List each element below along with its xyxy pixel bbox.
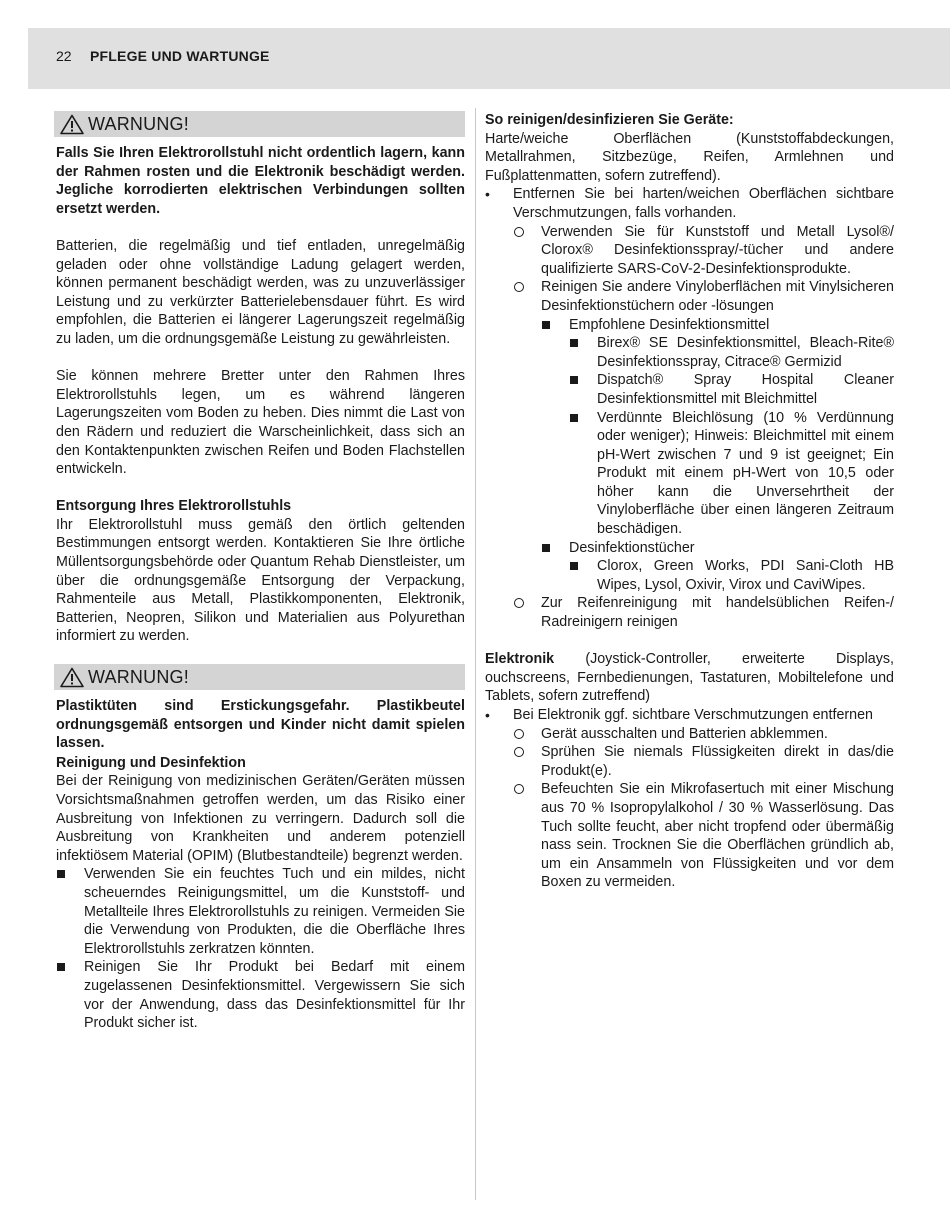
wipes-products-list xyxy=(485,557,894,594)
list-item xyxy=(541,223,894,279)
electronics-description: (Joystick-Controller, erweiterte Displays, ouchscreens, Fernbedienungen, Tastaturen, Mobiltelefone und Tablets, sofern zutreffend) xyxy=(485,651,894,705)
square-bullet-icon xyxy=(570,562,578,570)
recommended-products-list xyxy=(485,334,894,539)
wipes-list xyxy=(485,539,894,558)
bullet-dot-icon: • xyxy=(485,186,490,203)
square-bullet-icon xyxy=(57,870,65,878)
electronics-paragraph xyxy=(485,650,894,706)
circle-bullet-icon xyxy=(514,282,524,292)
list-item-text: Reinigen Sie Ihr Produkt bei Bedarf mit einem zugelassenen Desinfektionsmittel. Vergewissern Sie sich vor der Anwendung, dass das Desinfektionsmittel für Ihr Produkt sicher ist. xyxy=(84,959,465,1032)
left-column xyxy=(56,111,465,1033)
warning-triangle-icon xyxy=(60,114,84,135)
square-bullet-icon xyxy=(57,963,65,971)
list-item-text: Desinfektionstücher xyxy=(569,539,695,556)
list-item-text: Befeuchten Sie ein Mikrofasertuch mit einer Mischung aus 70 % Isopropylalkohol / 30 % Wasserlösung. Das Tuch sollte feucht, aber nicht tropfend oder übermäßig nass sein. Trocknen Sie die Oberflächen gründlich ab, um ein Ansammeln von Flüssigkeiten und vor dem Boxen zu vermeiden. xyxy=(541,781,894,891)
list-item-text: Zur Reifenreinigung mit handelsüblichen Reifen-/ Radreinigern reinigen xyxy=(541,595,894,631)
list-item-text: Birex® SE Desinfektionsmittel, Bleach-Rite® Desinfektionsspray, Citrace® Germizid xyxy=(597,335,894,370)
list-item xyxy=(541,743,894,780)
recommended-list xyxy=(485,316,894,335)
list-item-text: Sprühen Sie niemals Flüssigkeiten direkt in das/die Produkt(e). xyxy=(541,744,894,779)
list-item-text: Empfohlene Desinfektionsmittel xyxy=(569,316,770,333)
list-item-text: Bei Elektronik ggf. sichtbare Verschmutzungen entfernen xyxy=(513,707,874,723)
page-title: PFLEGE UND WARTUNGE xyxy=(90,48,270,64)
circle-bullet-icon xyxy=(514,729,524,739)
disposal-heading: Entsorgung Ihres Elektrorollstuhls xyxy=(56,498,292,515)
circle-bullet-icon xyxy=(514,227,524,237)
list-item xyxy=(541,594,894,631)
list-item xyxy=(597,409,894,539)
circle-bullet-icon xyxy=(514,747,524,757)
list-item xyxy=(569,539,894,558)
warning-header xyxy=(54,664,465,690)
surfaces-list xyxy=(485,185,894,222)
right-column xyxy=(485,111,894,892)
column-divider xyxy=(475,108,476,1200)
list-item xyxy=(541,725,894,744)
list-item xyxy=(597,371,894,408)
list-item-text: Verwenden Sie für Kunststoff und Metall Lysol®/ Clorox® Desinfektionsspray/-tücher und andere qualifizierte SARS-CoV-2-Desinfektionsprodukte. xyxy=(541,223,894,277)
list-item xyxy=(541,278,894,315)
list-item-text: Clorox, Green Works, PDI Sani-Cloth HB Wipes, Lysol, Oxivir, Virox und CaviWipes. xyxy=(597,558,894,593)
tire-list xyxy=(485,594,894,631)
how-to-heading: So reinigen/desinfizieren Sie Geräte: xyxy=(485,112,734,128)
list-item xyxy=(569,316,894,335)
page-header xyxy=(28,28,950,89)
surfaces-paragraph: Harte/weiche Oberflächen (Kunststoffabdeckungen, Metallrahmen, Sitzbezüge, Reifen, Armlehnen und Fußplattenmatten, sofern zutreffend). xyxy=(485,130,894,184)
square-bullet-icon xyxy=(570,414,578,422)
square-bullet-icon xyxy=(570,339,578,347)
list-item-text: Gerät ausschalten und Batterien abklemmen. xyxy=(541,725,828,742)
page-number: 22 xyxy=(56,48,72,64)
list-item-text: Verdünnte Bleichlösung (10 % Verdünnung oder weniger); Hinweis: Bleichmittel mit einem pH-Wert zwischen 7 und 9 ist geeignet; Ein Produkt mit einem pH-Wert von 10,5 oder höher kann die Unversehrtheit der Vinyloberfläche über einen längeren Zeitraum beschädigen. xyxy=(597,409,894,538)
list-item xyxy=(84,958,465,1032)
electronics-list xyxy=(485,706,894,725)
circle-bullet-icon xyxy=(514,598,524,608)
cleaning-paragraph: Bei der Reinigung von medizinischen Geräten/Geräten müssen Vorsichtsmaßnahmen getroffen werden, um das Risiko einer Ausbreitung von Infektionen zu verringern. Dadurch soll die Ausbreitung von Krankheiten und anderem potenziell infektiösem Material (OPIM) (Blutbestandteile) begrenzt werden. xyxy=(56,773,465,864)
list-item xyxy=(541,780,894,892)
storage-paragraph: Sie können mehrere Bretter unter den Rahmen Ihres Elektrorollstuhls legen, um es während längeren Lagerungszeiten vom Boden zu heben. Dies nimmt die Last von den Rädern und reduziert die Warscheinlichkeit, dass sich an den Kontaktenpunkten zwischen Reifen und Boden Flachstellen entwickeln. xyxy=(56,368,465,478)
square-bullet-icon xyxy=(542,321,550,329)
warning-title: WARNUNG! xyxy=(88,113,189,134)
disposal-paragraph: Ihr Elektrorollstuhl muss gemäß den örtlich geltenden Bestimmungen entsorgt werden. Kontaktieren Sie Ihre örtliche Müllentsorgungsbehörde oder Quantum Rehab Dienstleister, um über die ordnungsgemäße Entsorgung der Verpackung, Rahmenteile aus Metall, Plastikkomponenten, Elektronik, Batterien, Neopren, Silikon und Materialien aus Polyurethan informiert zu werden. xyxy=(56,516,465,645)
list-item xyxy=(597,334,894,371)
cleaning-heading: Reinigung und Desinfektion xyxy=(56,754,246,771)
bullet-dot-icon: • xyxy=(485,707,490,723)
list-item-text: Verwenden Sie ein feuchtes Tuch und ein mildes, nicht scheuerndes Reinigungsmittel, um die Kunststoff- und Metallteile Ihres Elektrorollstuhls zu reinigen. Vermeiden Sie die Verwendung von Produkten, die die Oberfläche Ihres Elektrorollstuhls zerkratzen könnten. xyxy=(84,866,465,957)
warning-text: Falls Sie Ihren Elektrorollstuhl nicht ordentlich lagern, kann der Rahmen rosten und die Elektronik beschädigt werden. Jegliche korrodierten elektrischen Verbindungen sollten ersetzt werden. xyxy=(56,145,465,217)
cleaning-list xyxy=(56,865,465,1032)
warning-text: Plastiktüten sind Erstickungsgefahr. Plastikbeutel ordnungsgemäß entsorgen und Kinder nicht damit spielen lassen. xyxy=(56,698,465,752)
warning-triangle-icon xyxy=(60,667,84,688)
surfaces-sublist xyxy=(485,223,894,316)
list-item xyxy=(84,865,465,958)
circle-bullet-icon xyxy=(514,784,524,794)
list-item xyxy=(597,557,894,594)
list-item-text: Dispatch® Spray Hospital Cleaner Desinfektionsmittel mit Bleichmittel xyxy=(597,372,894,407)
list-item xyxy=(485,185,894,222)
list-item xyxy=(485,706,894,725)
list-item-text: Entfernen Sie bei harten/weichen Oberflächen sichtbare Verschmutzungen, falls vorhanden. xyxy=(513,186,894,221)
electronics-heading: Elektronik xyxy=(485,651,555,668)
battery-paragraph: Batterien, die regelmäßig und tief entladen, unregelmäßig geladen oder ohne vollständige Ladung gelagert werden, können permanent beschädigt werden, was zu unzuverlässiger Leistung und zu verkürzter Batterielebensdauer führt. Es wird empfohlen, die Batterien ei längerer Lagerungszeit regelmäßig zu laden, um die ordnungsgemäße Leistung zu gewährleisten. xyxy=(56,237,465,347)
warning-title: WARNUNG! xyxy=(88,666,189,687)
square-bullet-icon xyxy=(542,544,550,552)
square-bullet-icon xyxy=(570,376,578,384)
warning-header xyxy=(54,111,465,137)
list-item-text: Reinigen Sie andere Vinyloberflächen mit Vinylsicheren Desinfektionstüchern oder -lösungen xyxy=(541,279,894,314)
electronics-sublist xyxy=(485,725,894,892)
